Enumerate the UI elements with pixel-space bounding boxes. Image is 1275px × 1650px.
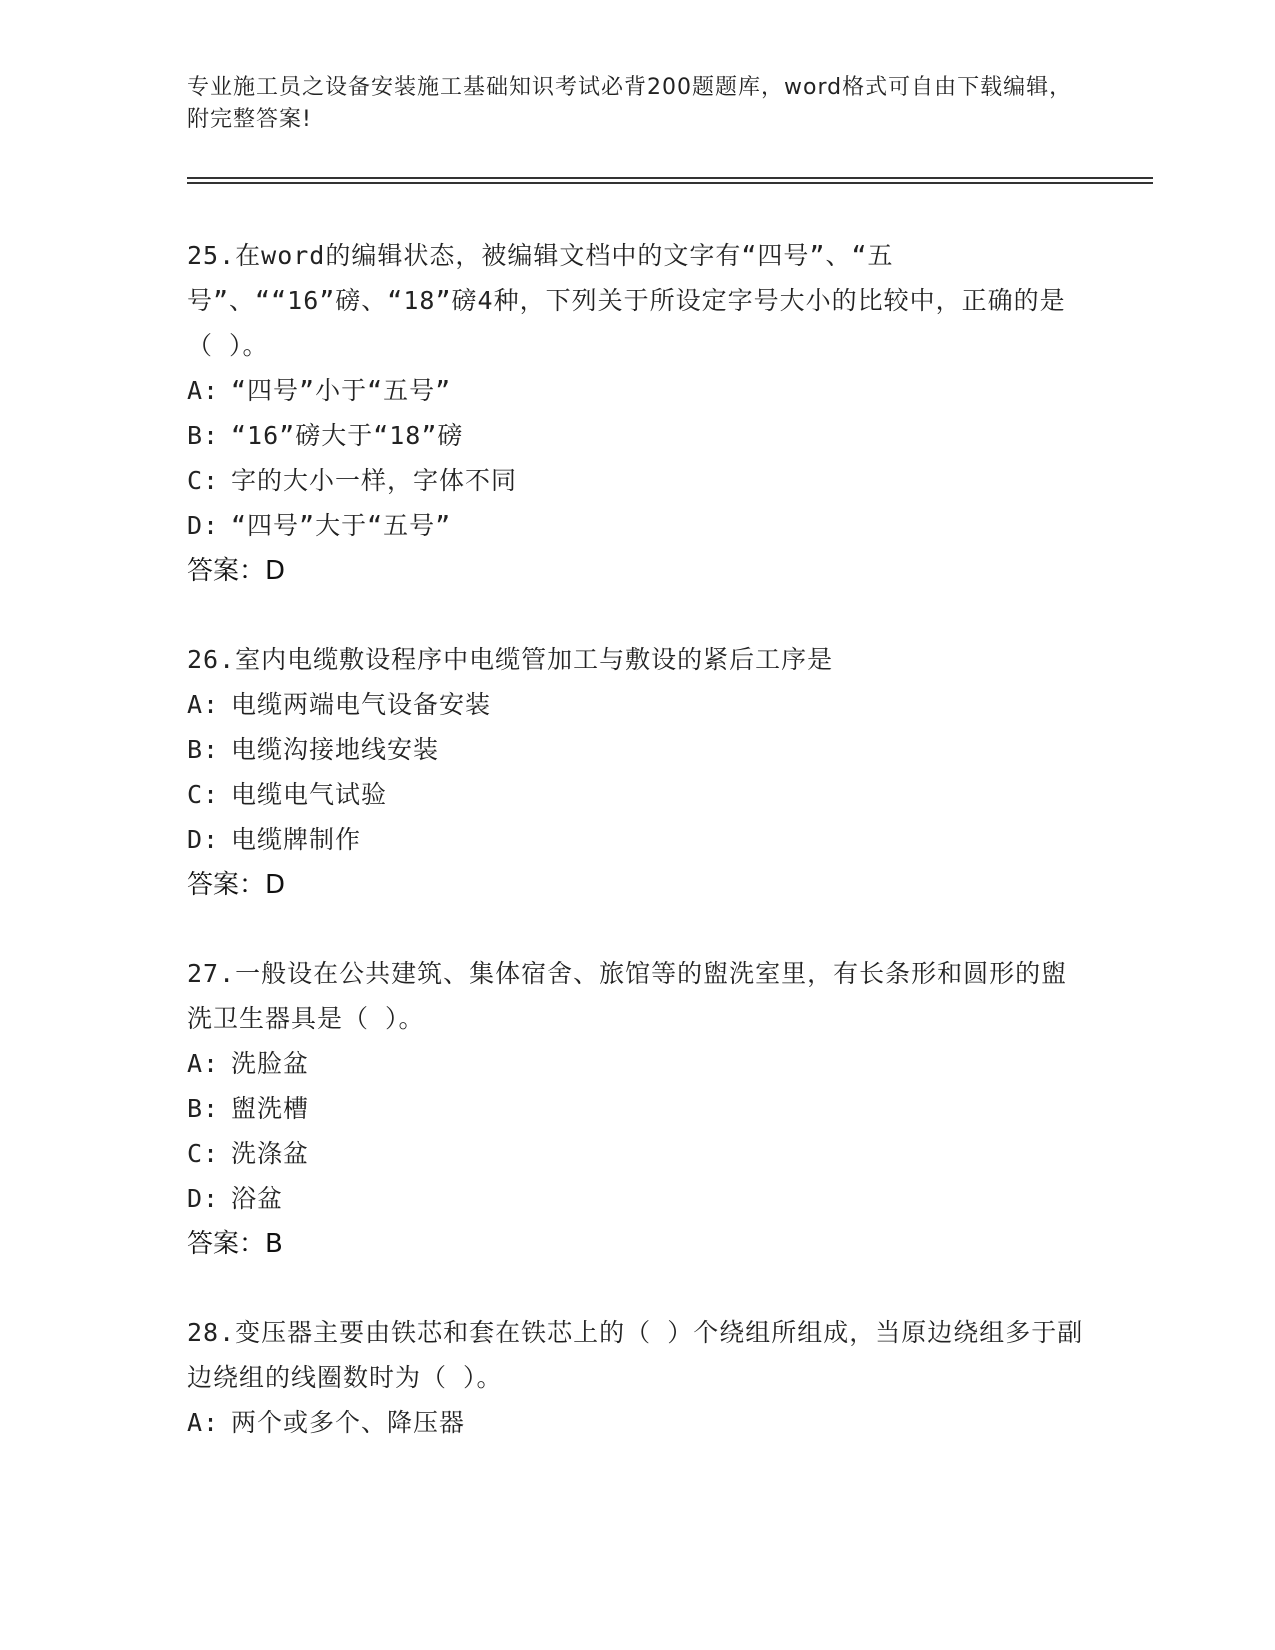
question-25	[187, 233, 1087, 595]
option-b	[187, 727, 1087, 772]
question-number: 28.	[187, 1318, 236, 1347]
question-28	[187, 1310, 1087, 1445]
option-text: 洗涤盆	[231, 1139, 310, 1168]
question-stem	[187, 637, 1087, 682]
question-spacer	[187, 909, 1087, 951]
option-letter: C:	[187, 1139, 220, 1168]
option-text: 盥洗槽	[231, 1094, 310, 1123]
option-letter: B:	[187, 735, 220, 764]
answer-line: 答案：D	[187, 556, 286, 586]
option-a	[187, 368, 1087, 413]
option-text: 电缆牌制作	[231, 825, 362, 854]
question-list	[187, 233, 1087, 1445]
option-text: 字的大小一样，字体不同	[231, 466, 518, 495]
option-text: 浴盆	[231, 1184, 284, 1213]
option-b	[187, 1086, 1087, 1131]
question-spacer	[187, 595, 1087, 637]
option-text: 洗脸盆	[231, 1049, 310, 1078]
question-text: 变压器主要由铁芯和套在铁芯上的（ ）个绕组所组成，当原边绕组多于副边绕组的线圈数时为（ ）。	[187, 1318, 1084, 1392]
header-rule-bottom	[187, 182, 1153, 184]
answer-line: 答案：D	[187, 870, 286, 900]
question-text: 在word的编辑状态，被编辑文档中的文字有“四号”、“五号”、““16”磅、“18”磅4种，下列关于所设定字号大小的比较中，正确的是（ ）。	[187, 241, 1066, 360]
question-stem	[187, 1310, 1087, 1400]
option-text: 电缆电气试验	[231, 780, 388, 809]
option-text: “16”磅大于“18”磅	[231, 421, 464, 450]
question-27	[187, 951, 1087, 1268]
option-letter: A:	[187, 690, 220, 719]
option-a	[187, 1400, 1087, 1445]
option-text: “四号”大于“五号”	[231, 511, 452, 540]
option-a	[187, 682, 1087, 727]
option-b	[187, 413, 1087, 458]
option-d	[187, 1176, 1087, 1221]
option-letter: C:	[187, 466, 220, 495]
option-letter: C:	[187, 780, 220, 809]
option-text: 两个或多个、降压器	[231, 1408, 466, 1437]
option-text: “四号”小于“五号”	[231, 376, 452, 405]
question-number: 26.	[187, 645, 236, 674]
question-stem	[187, 233, 1087, 368]
option-a	[187, 1041, 1087, 1086]
question-26	[187, 637, 1087, 909]
option-letter: A:	[187, 376, 220, 405]
question-spacer	[187, 1268, 1087, 1310]
option-letter: A:	[187, 1408, 220, 1437]
option-c	[187, 458, 1087, 503]
option-c	[187, 772, 1087, 817]
question-stem	[187, 951, 1087, 1041]
option-letter: A:	[187, 1049, 220, 1078]
option-letter: D:	[187, 825, 220, 854]
option-text: 电缆两端电气设备安装	[231, 690, 492, 719]
option-d	[187, 817, 1087, 862]
header-rule-top	[187, 177, 1153, 179]
question-number: 27.	[187, 959, 236, 988]
question-text: 一般设在公共建筑、集体宿舍、旅馆等的盥洗室里，有长条形和圆形的盥洗卫生器具是（ ）。	[187, 959, 1068, 1033]
option-text: 电缆沟接地线安装	[231, 735, 440, 764]
option-d	[187, 503, 1087, 548]
option-letter: B:	[187, 1094, 220, 1123]
option-letter: B:	[187, 421, 220, 450]
question-text: 室内电缆敷设程序中电缆管加工与敷设的紧后工序是	[235, 645, 834, 674]
document-header: 专业施工员之设备安装施工基础知识考试必背200题题库，word格式可自由下载编辑，附完整答案!	[187, 75, 1073, 132]
option-letter: D:	[187, 511, 220, 540]
option-letter: D:	[187, 1184, 220, 1213]
option-c	[187, 1131, 1087, 1176]
question-number: 25.	[187, 241, 236, 270]
answer-line: 答案：B	[187, 1229, 283, 1259]
